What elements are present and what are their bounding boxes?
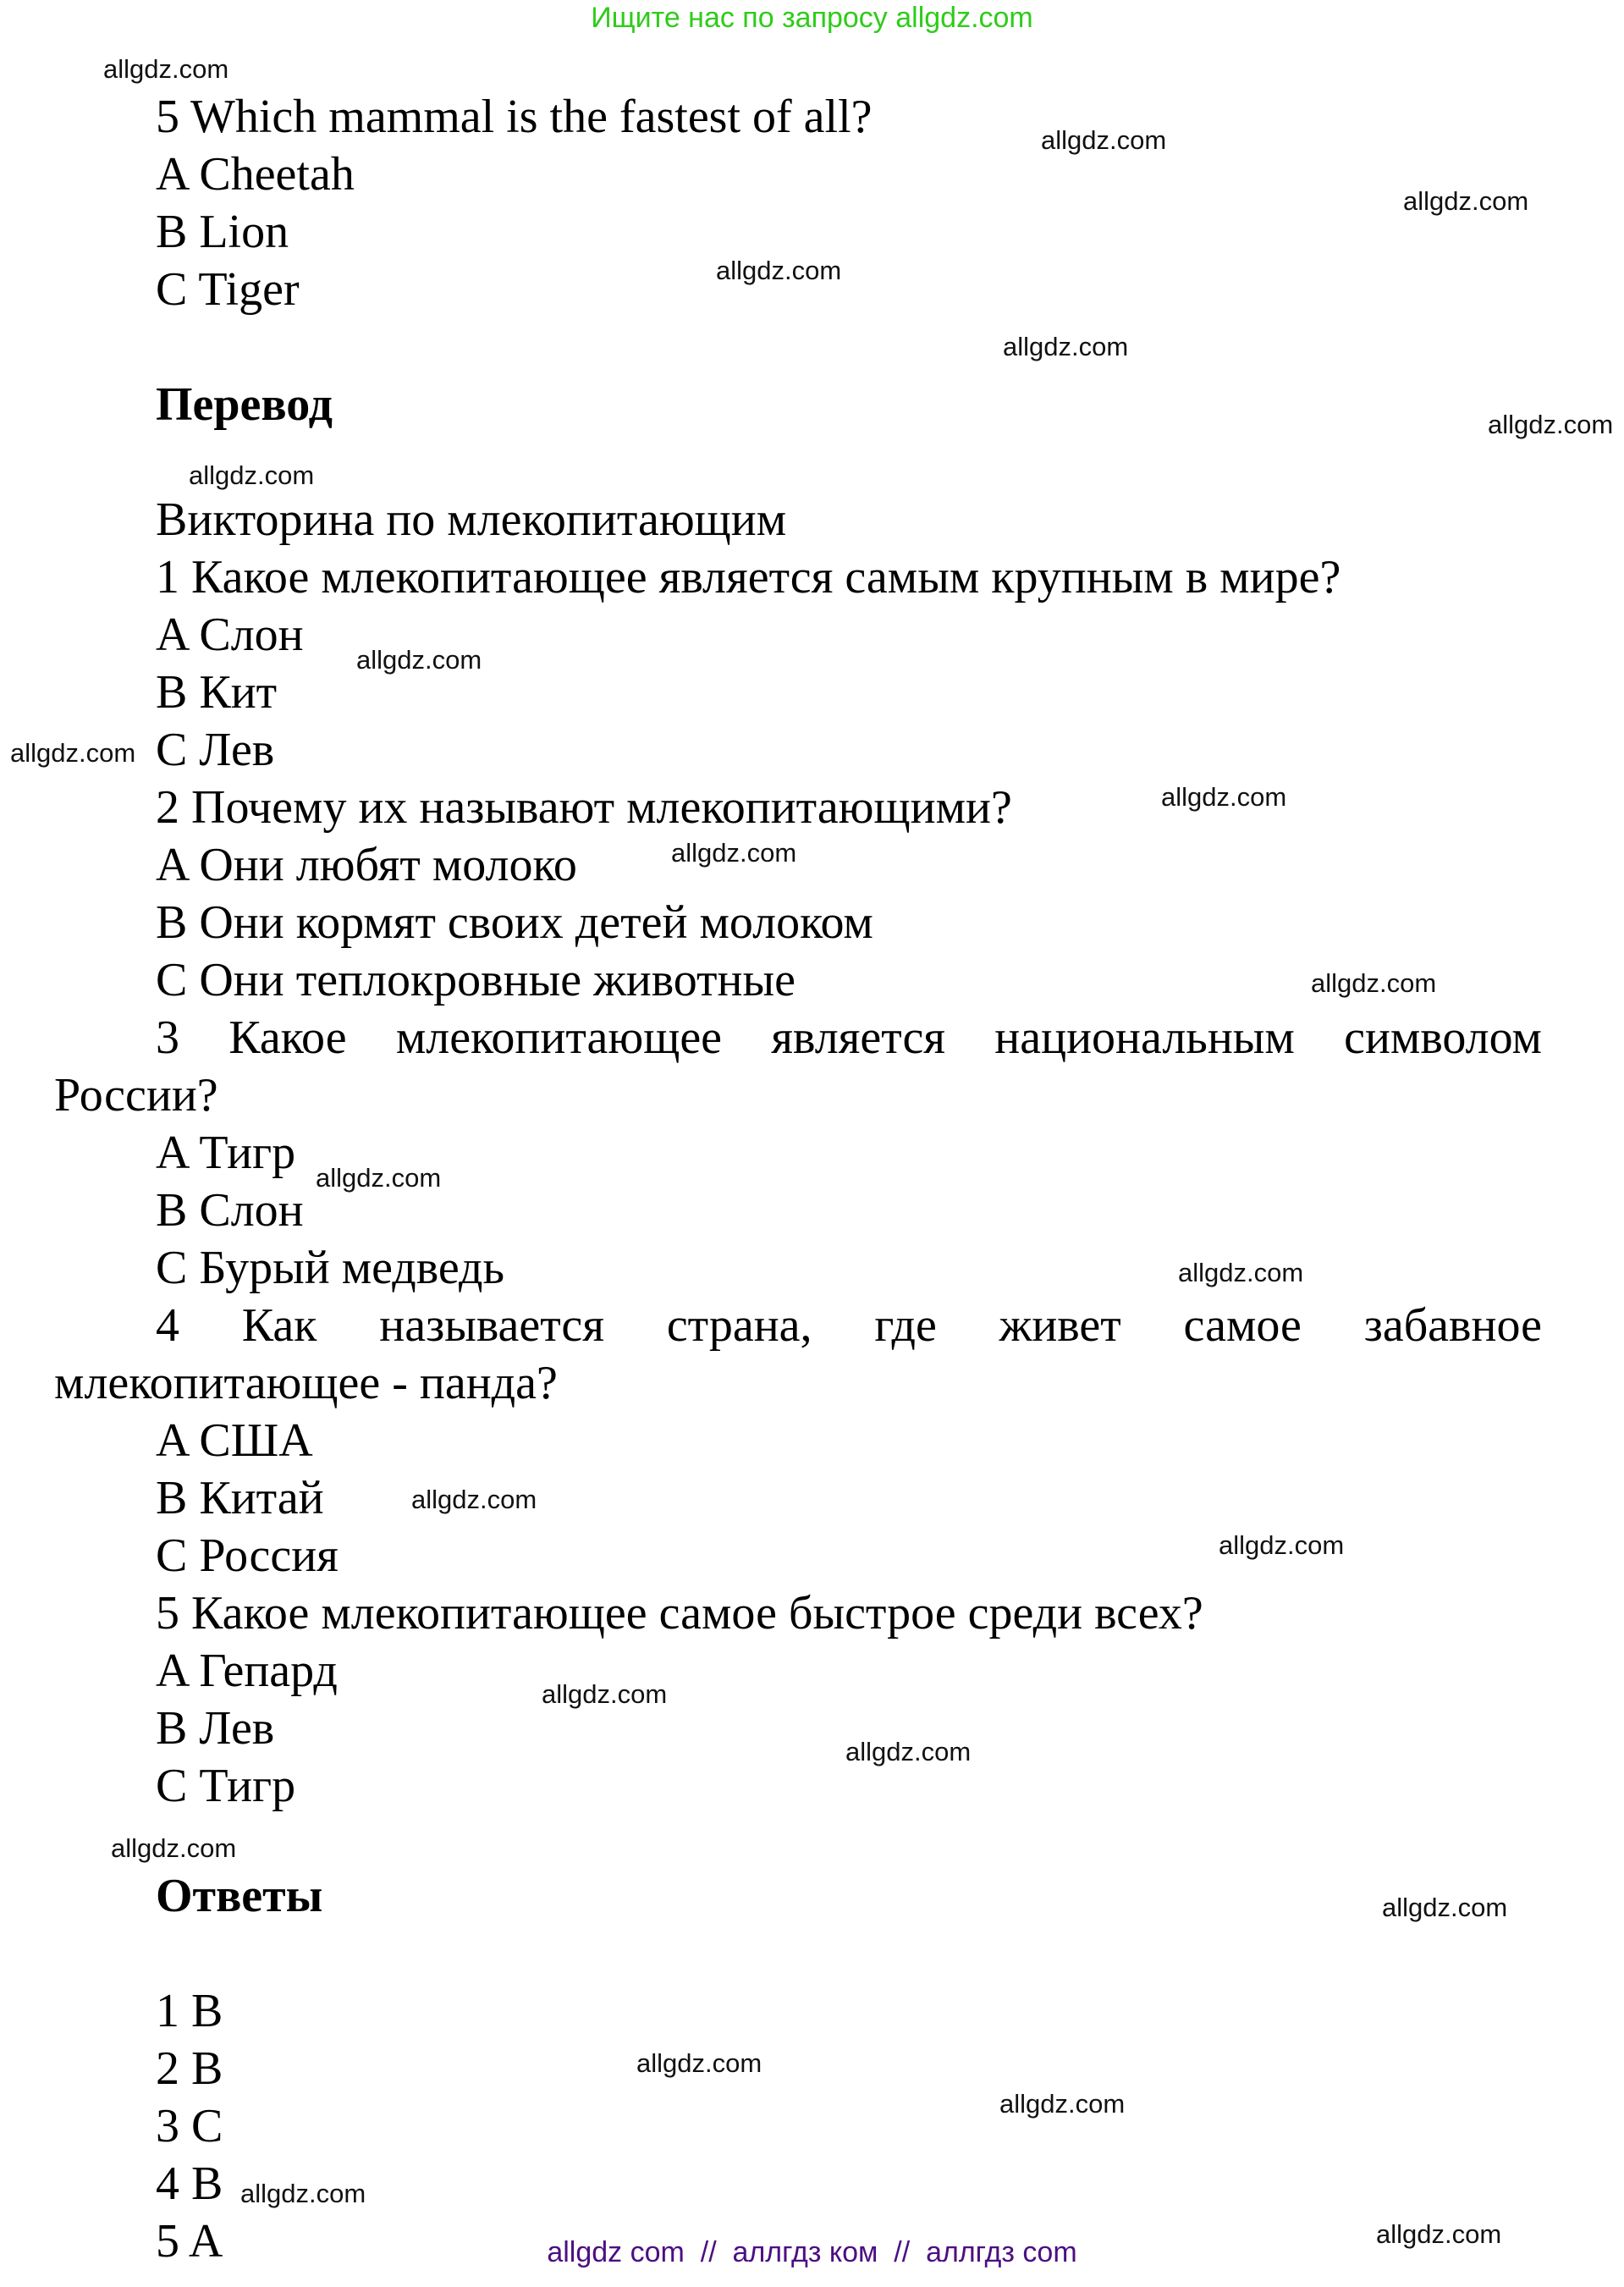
option: C Тигр (156, 1760, 296, 1812)
watermark: allgdz.com (1161, 782, 1287, 812)
question-5-english: 5 Which mammal is the fastest of all? (156, 91, 873, 143)
answer-item: 3 C (156, 2100, 223, 2152)
question-2: 2 Почему их называют млекопитающими? (156, 781, 1012, 834)
watermark: allgdz.com (316, 1163, 442, 1193)
watermark: allgdz.com (716, 256, 842, 285)
option: B Китай (156, 1472, 324, 1524)
answer-item: 5 A (156, 2215, 223, 2268)
watermark: allgdz.com (999, 2089, 1126, 2119)
option: A Слон (156, 609, 304, 661)
watermark: allgdz.com (1376, 2219, 1502, 2249)
watermark: allgdz.com (411, 1485, 537, 1514)
question-4-line1: 4 Как называется страна, где живет самое забавное (156, 1299, 1542, 1352)
question-4-line2: млекопитающее - панда? (54, 1357, 558, 1409)
option: A Cheetah (156, 148, 355, 201)
watermark: allgdz.com (356, 645, 482, 675)
watermark: allgdz.com (671, 838, 797, 868)
watermark: allgdz.com (111, 1833, 237, 1863)
watermark: allgdz.com (1219, 1530, 1345, 1560)
watermark: allgdz.com (10, 738, 136, 768)
question-3-line1: 3 Какое млекопитающее является национальным символом (156, 1011, 1542, 1064)
watermark: allgdz.com (1178, 1258, 1304, 1287)
watermark: allgdz.com (1003, 332, 1129, 361)
watermark: allgdz.com (103, 54, 229, 84)
answer-item: 1 B (156, 1985, 223, 2037)
option: B Слон (156, 1184, 304, 1237)
answer-item: 4 B (156, 2157, 223, 2210)
option: A Гепард (156, 1645, 338, 1697)
question-5: 5 Какое млекопитающее самое быстрое среди всех? (156, 1587, 1203, 1639)
footer-links: allgdz com // аллгдз ком // аллгдз com (547, 2236, 1077, 2268)
watermark: allgdz.com (542, 1679, 668, 1709)
watermark: allgdz.com (636, 2048, 762, 2078)
option: C Лев (156, 724, 275, 776)
option: A США (156, 1414, 313, 1467)
option: C Бурый медведь (156, 1242, 505, 1294)
answers-heading: Ответы (156, 1870, 323, 1922)
option: A Тигр (156, 1127, 296, 1179)
watermark: allgdz.com (1311, 968, 1437, 998)
option: C Они теплокровные животные (156, 954, 795, 1006)
search-banner: Ищите нас по запросу allgdz.com (591, 2, 1033, 34)
translation-heading: Перевод (156, 378, 333, 431)
watermark: allgdz.com (1488, 410, 1614, 439)
question-1: 1 Какое млекопитающее является самым крупным в мире? (156, 551, 1341, 603)
option: C Tiger (156, 263, 300, 316)
watermark: allgdz.com (1041, 125, 1167, 155)
option: C Россия (156, 1529, 339, 1582)
watermark: allgdz.com (1403, 186, 1529, 216)
option: A Они любят молоко (156, 839, 577, 891)
quiz-title: Викторина по млекопитающим (156, 493, 787, 546)
answer-item: 2 B (156, 2042, 223, 2095)
question-3-line2: России? (54, 1069, 218, 1121)
watermark: allgdz.com (240, 2179, 366, 2208)
option: B Lion (156, 206, 289, 258)
watermark: allgdz.com (1382, 1893, 1508, 1922)
watermark: allgdz.com (845, 1737, 972, 1766)
option: B Они кормят своих детей молоком (156, 896, 873, 949)
watermark: allgdz.com (189, 460, 315, 490)
option: B Кит (156, 666, 278, 719)
option: B Лев (156, 1702, 275, 1755)
